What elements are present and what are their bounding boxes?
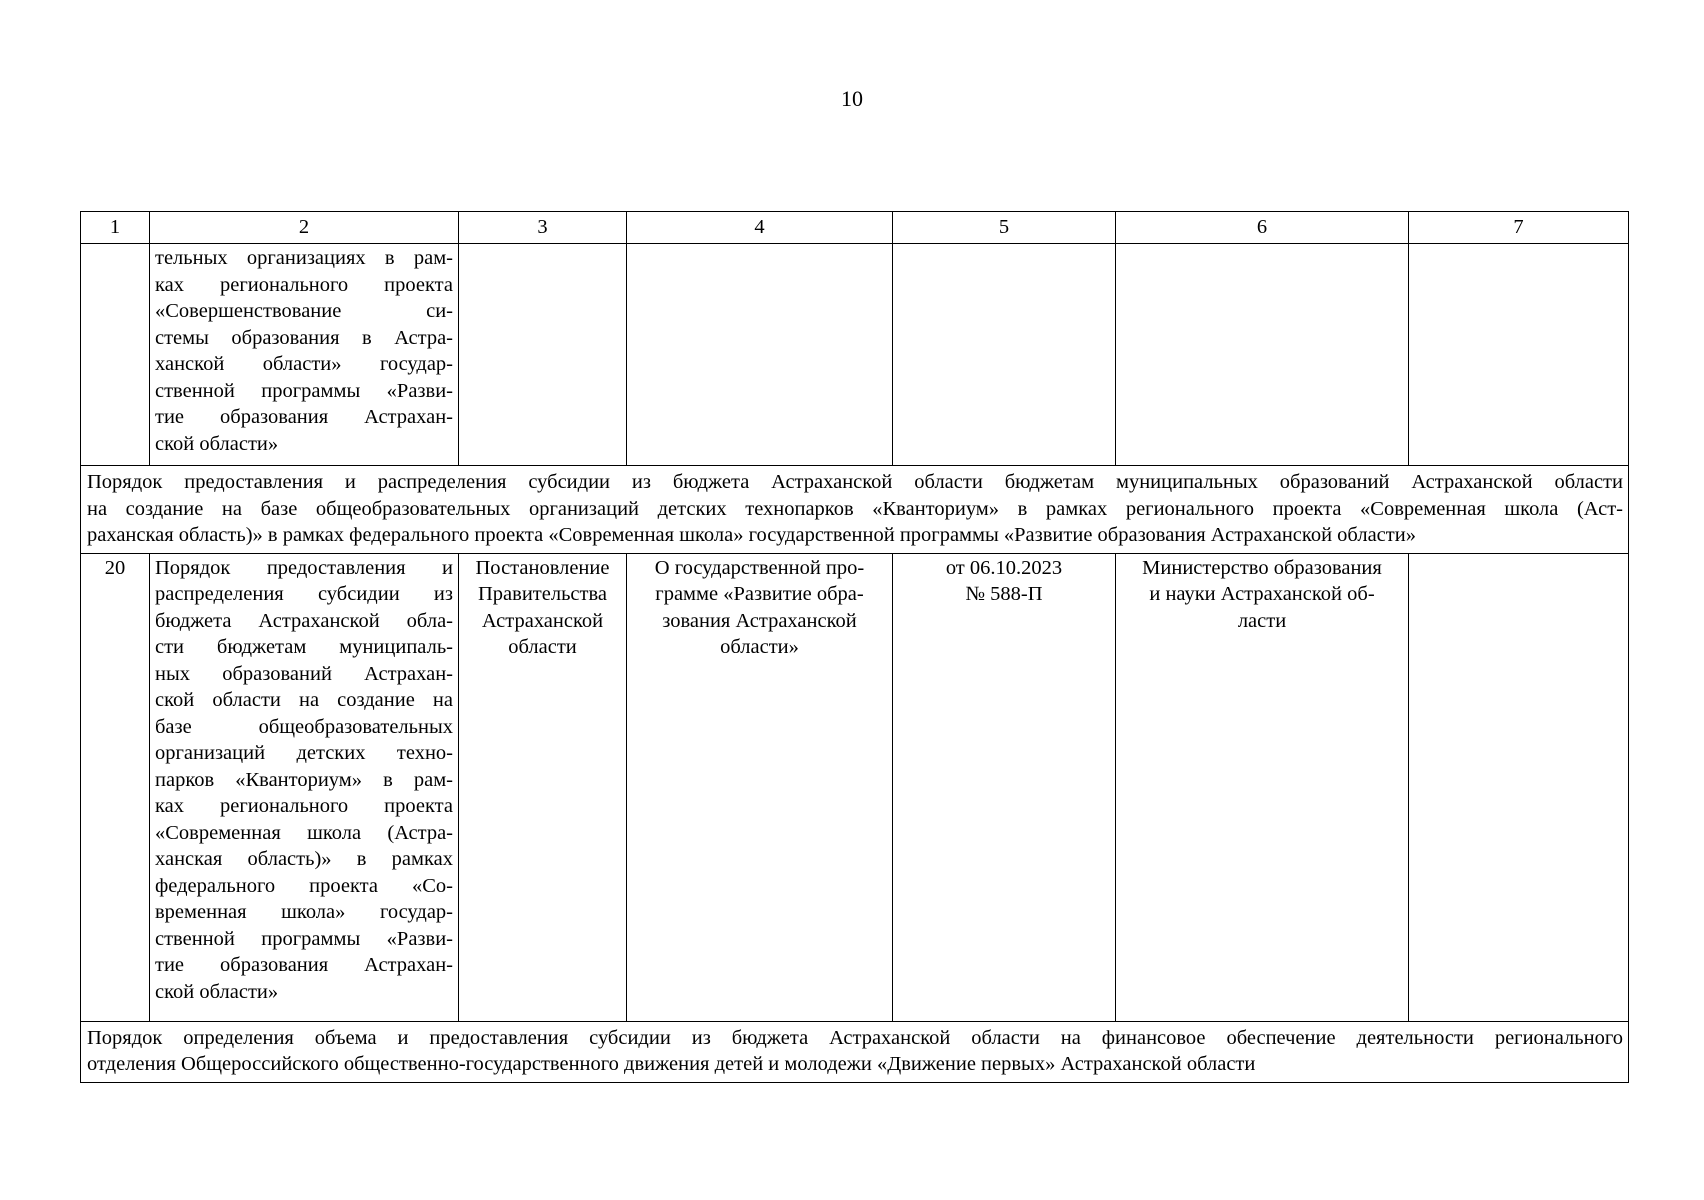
text-line: парков «Кванториум» в рам-: [155, 768, 453, 791]
act-type-cell: [459, 553, 627, 1021]
responsible-body-cell: [1116, 244, 1409, 466]
text-line: от 06.10.2023: [945, 556, 1063, 579]
act-date-cell: [893, 553, 1116, 1021]
text-line: базе общеобразовательных: [155, 715, 453, 738]
row-number-cell: 20: [81, 553, 150, 1021]
act-title-cell: [627, 244, 893, 466]
text-line: на создание на базе общеобразовательных организаций детских технопарков «Кванториум» в рамках регионального проекта «Современная школа (Аст-: [87, 497, 1623, 520]
text-line: Порядок определения объема и предоставления субсидии из бюджета Астраханской области на финансовое обеспечение деятельности регионального: [87, 1026, 1623, 1049]
text-line: ных образований Астрахан-: [155, 662, 453, 685]
text-line: № 588-П: [965, 583, 1043, 605]
table-row-continuation: [81, 244, 1629, 466]
text-line: «Совершенствование си-: [155, 300, 453, 322]
text-line: ласти: [1237, 609, 1287, 632]
row-number-cell: [81, 244, 150, 466]
text-line: организаций детских техно-: [155, 742, 453, 764]
text-line: и науки Астраханской об-: [1149, 583, 1375, 605]
text-line: Порядок предоставления и распределения субсидии из бюджета Астраханской области бюджетам муниципальных образований Астраханской области: [87, 471, 1623, 493]
act-date-cell: [893, 244, 1116, 466]
text-line: ской области на создание на: [155, 689, 453, 711]
document-name-lines: [155, 555, 453, 1006]
text-line: «Современная школа (Астра-: [155, 821, 453, 844]
section-heading-row: [81, 466, 1629, 554]
section-heading-row: [81, 1021, 1629, 1082]
text-line: ханской области» государ-: [155, 353, 453, 375]
column-header-5: 5: [893, 212, 1116, 244]
column-header-3: 3: [459, 212, 627, 244]
act-title-cell: [627, 553, 893, 1021]
notes-cell: [1409, 553, 1629, 1021]
text-line: бюджета Астраханской обла-: [155, 609, 453, 632]
text-line: сти бюджетам муниципаль-: [155, 636, 453, 658]
column-header-6: 6: [1116, 212, 1409, 244]
text-line: тие образования Астрахан-: [155, 954, 453, 976]
text-line: Постановление: [475, 556, 610, 579]
text-line: ках регионального проекта: [155, 795, 453, 817]
text-line: федерального проекта «Со-: [155, 874, 453, 897]
text-line: ханская область)» в рамках: [155, 848, 453, 870]
text-line: Порядок предоставления и: [155, 556, 453, 579]
text-line: ственной программы «Разви-: [155, 927, 453, 950]
text-line: тие образования Астрахан-: [155, 406, 453, 428]
text-line: Министерство образования: [1142, 556, 1382, 579]
text-line: отделения Общероссийского общественно-государственного движения детей и молодежи «Движение первых» Астраханской области: [87, 1053, 1256, 1075]
text-line: ственной программы «Разви-: [155, 379, 453, 402]
text-line: зования Астраханской: [662, 609, 857, 632]
notes-cell: [1409, 244, 1629, 466]
column-header-1: 1: [81, 212, 150, 244]
section-heading-kvantorium: [81, 466, 1629, 554]
text-line: области: [508, 636, 577, 658]
text-line: О государственной про-: [654, 556, 865, 579]
text-line: раханская область)» в рамках федерального проекта «Современная школа» государственной программы «Развитие образования Астраханской области»: [87, 524, 1416, 546]
text-line: ской области»: [155, 980, 279, 1003]
table-header-row: [81, 212, 1629, 244]
document-name-cell: [150, 244, 459, 466]
text-line: грамме «Развитие обра-: [655, 583, 864, 605]
column-header-2: 2: [150, 212, 459, 244]
act-type-cell: [459, 244, 627, 466]
text-line: Правительства: [477, 583, 607, 605]
document-name-lines: [155, 245, 453, 457]
text-line: Астраханской: [481, 609, 604, 632]
section-heading-dvizhenie-pervyh: [81, 1021, 1629, 1082]
column-header-7: 7: [1409, 212, 1629, 244]
text-line: распределения субсидии из: [155, 583, 453, 605]
text-line: тельных организациях в рам-: [155, 247, 453, 269]
responsible-body-cell: [1116, 553, 1409, 1021]
text-line: ках регионального проекта: [155, 273, 453, 296]
page-number: 10: [841, 86, 863, 111]
text-line: ской области»: [155, 432, 279, 455]
document-name-cell: [150, 553, 459, 1021]
table-row-20: [81, 553, 1629, 1021]
text-line: стемы образования в Астра-: [155, 326, 453, 349]
text-line: временная школа» государ-: [155, 901, 453, 923]
document-table: [80, 211, 1629, 1083]
text-line: области»: [720, 636, 799, 658]
column-header-4: 4: [627, 212, 893, 244]
